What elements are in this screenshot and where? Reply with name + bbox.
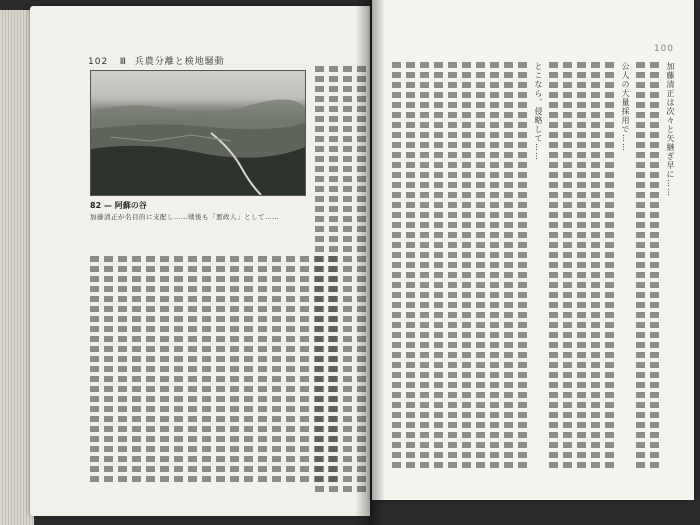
figure-caption-body: 加藤清正が名目的に支配し……戦後も「悪政人」として…… (90, 213, 279, 221)
text-line (448, 62, 457, 472)
text-line (258, 256, 267, 486)
right-body-text (392, 62, 676, 482)
text-line (146, 256, 155, 486)
body-excerpt: 加藤清正は次々と矢継ぎ早に…… (666, 62, 675, 197)
text-line (420, 62, 429, 472)
text-line (90, 256, 99, 486)
left-page (30, 6, 370, 516)
right-page-number: 100 (653, 44, 674, 54)
text-line (563, 62, 572, 472)
right-running-head (654, 44, 674, 54)
text-line (462, 62, 471, 472)
text-line (104, 256, 113, 486)
left-page-number: 102 (88, 57, 109, 67)
text-line (329, 66, 338, 496)
text-line (636, 62, 645, 472)
landscape-photo (90, 70, 306, 196)
text-line (434, 62, 443, 472)
text-line (230, 256, 239, 486)
text-line (476, 62, 485, 472)
text-line (132, 256, 141, 486)
body-excerpt: 公人の大量採用で…… (621, 62, 630, 152)
text-line (188, 256, 197, 486)
figure-title: 阿蘇の谷 (114, 201, 147, 210)
chapter-number: Ⅲ (119, 57, 127, 67)
text-line (272, 256, 281, 486)
text-line (343, 66, 352, 496)
text-line (577, 62, 586, 472)
text-line (357, 66, 366, 496)
text-line (244, 256, 253, 486)
text-line (216, 256, 225, 486)
text-line (504, 62, 513, 472)
figure-caption-heading: 82 — 阿蘇の谷 (90, 201, 147, 210)
text-line (650, 62, 659, 472)
text-line (406, 62, 415, 472)
left-running-head (88, 54, 225, 67)
text-line (591, 62, 600, 472)
landscape-illustration (91, 71, 305, 195)
right-page (372, 0, 694, 500)
figure-number: 82 (90, 201, 102, 210)
body-excerpt: とこなら、侵略して…… (534, 62, 543, 161)
page-stack-edge (0, 10, 34, 525)
text-line (202, 256, 211, 486)
text-line (286, 256, 295, 486)
left-right-column-text (315, 66, 366, 506)
left-lower-text (90, 256, 337, 496)
text-line (160, 256, 169, 486)
text-line (118, 256, 127, 486)
text-line (174, 256, 183, 486)
chapter-title: 兵農分離と検地騒動 (134, 57, 225, 67)
text-line (300, 256, 309, 486)
text-line (518, 62, 527, 472)
text-line (605, 62, 614, 472)
text-line (490, 62, 499, 472)
text-line (392, 62, 401, 472)
text-line (315, 66, 324, 496)
text-line (549, 62, 558, 472)
